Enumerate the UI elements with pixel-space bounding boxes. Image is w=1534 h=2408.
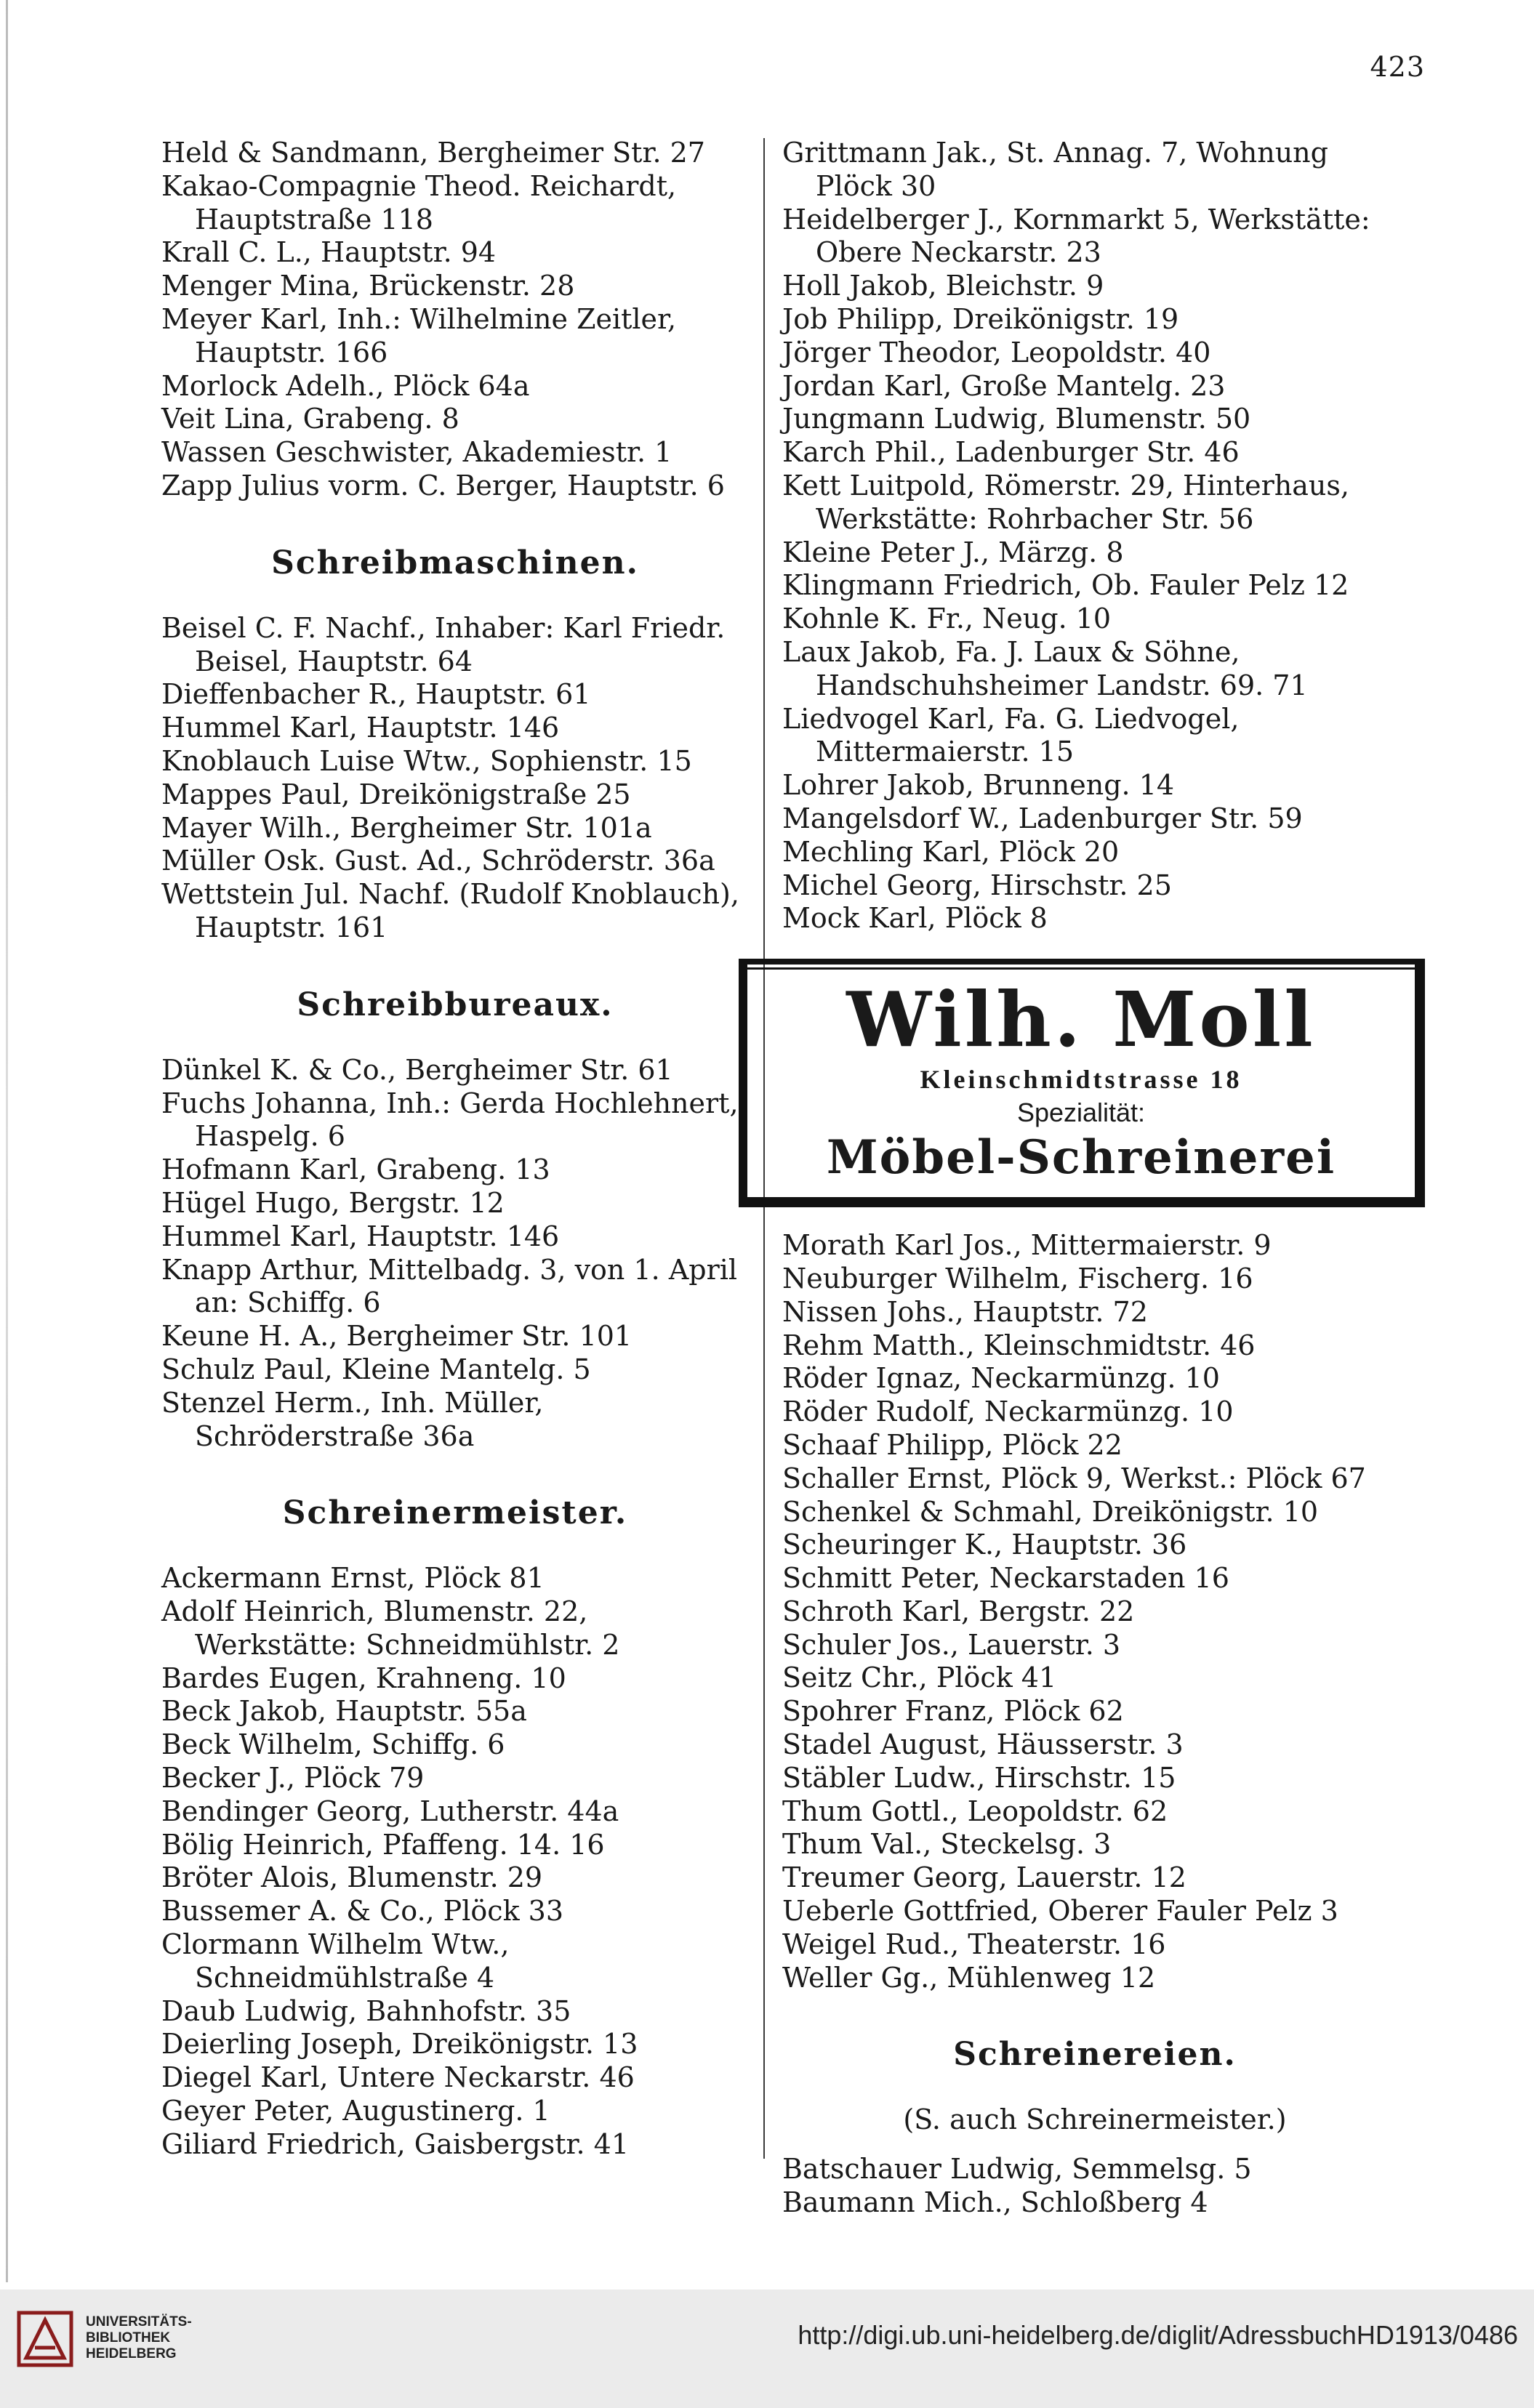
directory-entry: Geyer Peter, Augustinerg. 1 xyxy=(161,2095,550,2127)
directory-entry: Kleine Peter J., Märzg. 8 xyxy=(782,536,1124,568)
directory-entry: Stäbler Ludw., Hirschstr. 15 xyxy=(782,1761,1176,1794)
footer-bar xyxy=(0,2290,1534,2408)
directory-entry: Seitz Chr., Plöck 41 xyxy=(782,1662,1057,1694)
directory-entry: Weller Gg., Mühlenweg 12 xyxy=(782,1961,1156,1994)
directory-entry: Schenkel & Schmahl, Dreikönigstr. 10 xyxy=(782,1495,1319,1528)
section-heading: Schreibmaschinen. xyxy=(271,544,639,581)
directory-entry: Becker J., Plöck 79 xyxy=(161,1762,425,1795)
directory-entry: Bendinger Georg, Lutherstr. 44a xyxy=(161,1795,619,1827)
directory-entry: Clormann Wilhelm Wtw., Schneidmühlstraße 4 xyxy=(161,1928,510,1994)
directory-entry: Mechling Karl, Plöck 20 xyxy=(782,835,1120,868)
right-column xyxy=(782,137,1407,2220)
directory-entry: Röder Ignaz, Neckarmünzg. 10 xyxy=(782,1362,1220,1395)
directory-entry: Deierling Joseph, Dreikönigstr. 13 xyxy=(161,2028,638,2061)
directory-entry: Batschauer Ludwig, Semmelsg. 5 xyxy=(782,2153,1252,2186)
directory-entry: Morath Karl Jos., Mittermaierstr. 9 xyxy=(782,1229,1272,1262)
section-heading-schreinereien: Schreinereien. xyxy=(953,2036,1237,2074)
directory-entry: Ackermann Ernst, Plöck 81 xyxy=(161,1562,545,1595)
directory-entry: Liedvogel Karl, Fa. G. Liedvogel, Mittermaierstr. 15 xyxy=(782,702,1240,768)
schreinereien-entries xyxy=(782,2153,1407,2220)
directory-entry: Mock Karl, Plöck 8 xyxy=(782,902,1048,935)
directory-entry: Grittmann Jak., St. Annag. 7, Wohnung Plöck 30 xyxy=(782,137,1328,202)
directory-entry: Schulz Paul, Kleine Mantelg. 5 xyxy=(161,1353,591,1385)
ad-trade: Möbel-Schreinerei xyxy=(826,1130,1336,1185)
directory-entry: Jörger Theodor, Leopoldstr. 40 xyxy=(782,336,1211,369)
directory-entry: Ueberle Gottfried, Oberer Fauler Pelz 3 xyxy=(782,1895,1338,1928)
directory-entry: Weigel Rud., Theaterstr. 16 xyxy=(782,1928,1166,1960)
directory-entry: Morlock Adelh., Plöck 64a xyxy=(161,369,530,402)
directory-entry: Thum Gottl., Leopoldstr. 62 xyxy=(782,1795,1168,1827)
library-line-3: HEIDELBERG xyxy=(86,2346,177,2361)
section-heading: Schreinermeister. xyxy=(282,1494,628,1532)
directory-entry: Kohnle K. Fr., Neug. 10 xyxy=(782,603,1112,635)
directory-entry: Job Philipp, Dreikönigstr. 19 xyxy=(782,302,1179,335)
directory-entry: Krall C. L., Hauptstr. 94 xyxy=(161,236,497,269)
directory-entry: Stenzel Herm., Inh. Müller, Schröderstraße 36a xyxy=(161,1386,544,1452)
directory-entry: Bröter Alois, Blumenstr. 29 xyxy=(161,1861,543,1894)
ad-tagline: Spezialität: xyxy=(1016,1098,1146,1128)
directory-entry: Beck Jakob, Hauptstr. 55a xyxy=(161,1695,527,1728)
directory-entry: Daub Ludwig, Bahnhofstr. 35 xyxy=(161,1994,571,2027)
directory-entry: Bölig Heinrich, Pfaffeng. 14. 16 xyxy=(161,1828,605,1861)
section-subheading: (S. auch Schreinermeister.) xyxy=(903,2103,1287,2136)
directory-entry: Bussemer A. & Co., Plöck 33 xyxy=(161,1895,564,1928)
directory-entry: Baumann Mich., Schloßberg 4 xyxy=(782,2186,1208,2219)
directory-entry: Kett Luitpold, Römerstr. 29, Hinterhaus, Werkstätte: Rohrbacher Str. 56 xyxy=(782,469,1349,535)
directory-entry: Hummel Karl, Hauptstr. 146 xyxy=(161,1220,560,1252)
directory-entry: Dünkel K. & Co., Bergheimer Str. 61 xyxy=(161,1053,673,1086)
directory-entry: Schaaf Philipp, Plöck 22 xyxy=(782,1428,1123,1461)
directory-entry: Bardes Eugen, Krahneng. 10 xyxy=(161,1662,566,1694)
directory-entry: Holl Jakob, Bleichstr. 9 xyxy=(782,270,1104,302)
directory-entry: Fuchs Johanna, Inh.: Gerda Hochlehnert, Haspelg. 6 xyxy=(161,1087,739,1153)
directory-entry: Giliard Friedrich, Gaisbergstr. 41 xyxy=(161,2127,630,2160)
directory-entry: Zapp Julius vorm. C. Berger, Hauptstr. 6 xyxy=(161,469,725,502)
library-line-2: BIBLIOTHEK xyxy=(86,2330,171,2345)
directory-entry: Heidelberger J., Kornmarkt 5, Werkstätte: Obere Neckarstr. 23 xyxy=(782,203,1370,269)
left-top-entries xyxy=(161,137,749,503)
section-entries xyxy=(161,1054,749,1454)
directory-entry: Schaller Ernst, Plöck 9, Werkst.: Plöck 67 xyxy=(782,1462,1366,1494)
ad-street: Kleinschmidtstrasse 18 xyxy=(920,1065,1242,1095)
scan-edge xyxy=(6,0,8,2282)
directory-entry: Menger Mina, Brückenstr. 28 xyxy=(161,270,575,302)
directory-entry: Laux Jakob, Fa. J. Laux & Söhne, Handschuhsheimer Landstr. 69. 71 xyxy=(782,635,1308,701)
directory-entry: Mangelsdorf W., Ladenburger Str. 59 xyxy=(782,802,1303,834)
section-heading: Schreibbureaux. xyxy=(297,986,614,1023)
right-top-entries xyxy=(782,137,1407,935)
directory-entry: Knoblauch Luise Wtw., Sophienstr. 15 xyxy=(161,744,692,777)
source-url-link[interactable]: http://digi.ub.uni-heidelberg.de/diglit/AdressbuchHD1913/0486 xyxy=(798,2320,1518,2350)
directory-entry: Kakao-Compagnie Theod. Reichardt, Hauptstraße 118 xyxy=(161,169,677,235)
directory-entry: Wettstein Jul. Nachf. (Rudolf Knoblauch), Hauptstr. 161 xyxy=(161,878,739,943)
ad-company-name: Wilh. Moll xyxy=(846,975,1316,1065)
directory-entry: Hofmann Karl, Grabeng. 13 xyxy=(161,1153,550,1186)
directory-entry: Röder Rudolf, Neckarmünzg. 10 xyxy=(782,1396,1234,1428)
directory-entry: Rehm Matth., Kleinschmidtstr. 46 xyxy=(782,1329,1256,1361)
directory-entry: Held & Sandmann, Bergheimer Str. 27 xyxy=(161,137,705,169)
directory-entry: Müller Osk. Gust. Ad., Schröderstr. 36a xyxy=(161,845,715,877)
directory-entry: Diegel Karl, Untere Neckarstr. 46 xyxy=(161,2061,635,2094)
section-entries xyxy=(161,1562,749,2161)
directory-entry: Beck Wilhelm, Schiffg. 6 xyxy=(161,1728,505,1761)
directory-entry: Spohrer Franz, Plöck 62 xyxy=(782,1695,1124,1728)
directory-entry: Scheuringer K., Hauptstr. 36 xyxy=(782,1529,1187,1561)
directory-entry: Veit Lina, Grabeng. 8 xyxy=(161,403,459,435)
right-after-ad-entries xyxy=(782,1229,1407,1994)
left-sections xyxy=(161,545,749,2162)
directory-entry: Mappes Paul, Dreikönigstraße 25 xyxy=(161,778,631,810)
library-logo-icon xyxy=(16,2310,74,2368)
advertisement-box xyxy=(739,959,1425,1207)
directory-entry: Nissen Johs., Hauptstr. 72 xyxy=(782,1295,1148,1328)
library-line-1: UNIVERSITÄTS- xyxy=(86,2314,192,2330)
directory-entry: Wassen Geschwister, Akademiestr. 1 xyxy=(161,436,672,469)
directory-entry: Klingmann Friedrich, Ob. Fauler Pelz 12 xyxy=(782,569,1349,602)
section-entries xyxy=(161,612,749,945)
directory-entry: Jungmann Ludwig, Blumenstr. 50 xyxy=(782,403,1251,435)
directory-entry: Schmitt Peter, Neckarstaden 16 xyxy=(782,1562,1229,1595)
directory-entry: Hügel Hugo, Bergstr. 12 xyxy=(161,1186,505,1219)
directory-entry: Keune H. A., Bergheimer Str. 101 xyxy=(161,1320,633,1353)
directory-entry: Dieffenbacher R., Hauptstr. 61 xyxy=(161,678,591,711)
directory-entry: Mayer Wilh., Bergheimer Str. 101a xyxy=(161,811,652,844)
directory-entry: Schuler Jos., Lauerstr. 3 xyxy=(782,1628,1121,1661)
directory-entry: Beisel C. F. Nachf., Inhaber: Karl Friedr. Beisel, Hauptstr. 64 xyxy=(161,611,726,677)
left-column xyxy=(161,137,749,2162)
directory-entry: Schroth Karl, Bergstr. 22 xyxy=(782,1595,1135,1627)
directory-entry: Neuburger Wilhelm, Fischerg. 16 xyxy=(782,1262,1253,1294)
directory-entry: Lohrer Jakob, Brunneng. 14 xyxy=(782,769,1175,802)
directory-entry: Treumer Georg, Lauerstr. 12 xyxy=(782,1861,1186,1894)
directory-entry: Thum Val., Steckelsg. 3 xyxy=(782,1828,1112,1861)
directory-entry: Jordan Karl, Große Mantelg. 23 xyxy=(782,369,1226,402)
directory-entry: Michel Georg, Hirschstr. 25 xyxy=(782,869,1172,901)
page-number: 423 xyxy=(1370,51,1425,83)
directory-entry: Karch Phil., Ladenburger Str. 46 xyxy=(782,436,1240,469)
directory-entry: Adolf Heinrich, Blumenstr. 22, Werkstätte: Schneidmühlstr. 2 xyxy=(161,1595,620,1661)
directory-entry: Knapp Arthur, Mittelbadg. 3, von 1. April an: Schiffg. 6 xyxy=(161,1253,738,1319)
directory-entry: Hummel Karl, Hauptstr. 146 xyxy=(161,712,560,744)
library-name xyxy=(86,2314,192,2362)
directory-entry: Stadel August, Häusserstr. 3 xyxy=(782,1728,1184,1761)
directory-entry: Meyer Karl, Inh.: Wilhelmine Zeitler, Hauptstr. 166 xyxy=(161,302,677,369)
